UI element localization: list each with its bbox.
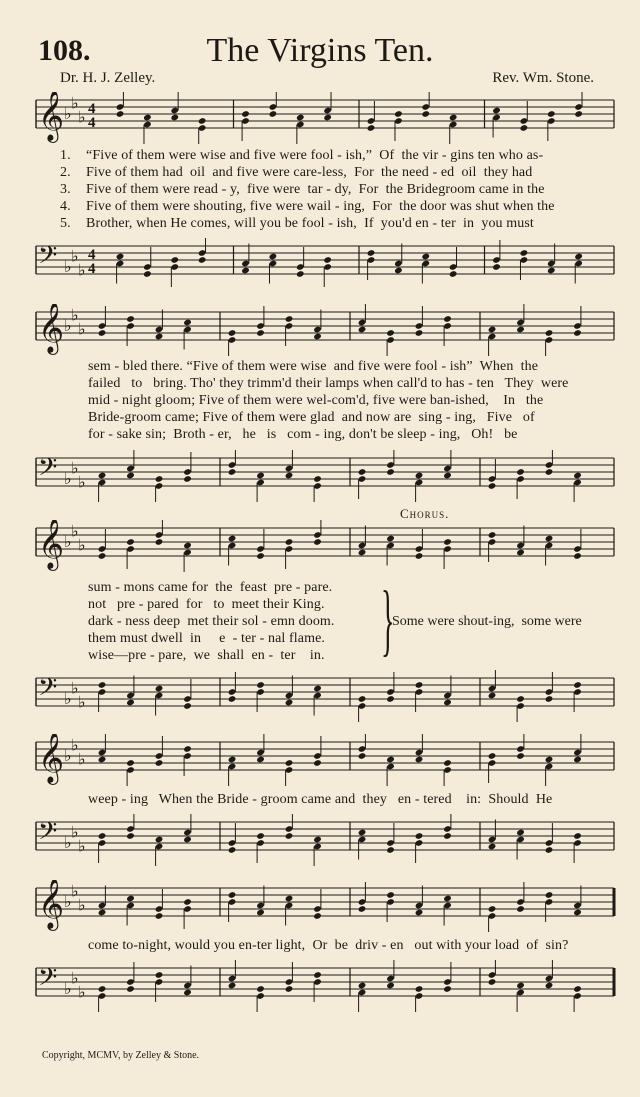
note-head (228, 846, 237, 854)
note-head (545, 891, 554, 899)
note-head (323, 256, 332, 264)
treble-staff-system-2 (32, 304, 616, 356)
note-head (256, 329, 265, 337)
note-head (443, 699, 452, 707)
note-head (386, 846, 395, 854)
verse-line: for - sake sin; Broth - er, he is com - ing, don't be sleep - ing, Oh! be (88, 427, 518, 442)
note-head (492, 107, 501, 115)
bass-staff-2 (32, 450, 616, 502)
note-head (269, 253, 278, 261)
note-head (547, 110, 556, 118)
note-head (143, 270, 152, 278)
note-head (516, 695, 525, 703)
flat-icon: ♭ (71, 305, 79, 325)
bass-clef-icon: 𝄢 (38, 963, 58, 998)
flat-icon: ♭ (71, 881, 79, 901)
chorus-label: Chorus. (400, 506, 450, 521)
note-head (386, 982, 395, 990)
note-head (313, 759, 322, 767)
note-head (98, 472, 107, 480)
note-head (443, 315, 452, 323)
note-head (285, 895, 294, 903)
bass-staff-3 (32, 670, 616, 722)
note-head (313, 836, 322, 844)
note-head (313, 912, 322, 920)
flat-icon: ♭ (71, 968, 79, 988)
note-head (488, 326, 497, 334)
note-head (520, 124, 529, 132)
time-signature-bottom: 4 (88, 115, 96, 131)
note-head (573, 909, 582, 917)
note-head (573, 681, 582, 689)
note-head (155, 759, 164, 767)
time-signature-top: 4 (88, 247, 96, 263)
verse-line: 3. Five of them were read - y, five were tar - dy, For the Bridegroom came in the (60, 182, 545, 197)
note-head (285, 472, 294, 480)
note-head (285, 699, 294, 707)
flat-icon: ♭ (71, 93, 79, 113)
treble-staff-system-1 (32, 92, 616, 144)
note-head (421, 110, 430, 118)
treble-staff-2 (32, 304, 616, 356)
note-head (116, 253, 125, 261)
note-head (155, 538, 164, 546)
flat-icon: ♭ (78, 692, 86, 712)
note-head (443, 895, 452, 903)
note-head (488, 482, 497, 490)
note-head (183, 836, 192, 844)
note-head (198, 256, 207, 264)
note-head (488, 843, 497, 851)
note-head (285, 315, 294, 323)
note-head (183, 702, 192, 710)
composer-credit: Dr. H. J. Zelley. (60, 70, 156, 86)
note-head (386, 329, 395, 337)
chorus-lyric-line-3: come to-night, would you en-ter light, Or be driv - en out with your load of sin? (88, 938, 569, 953)
note-head (573, 472, 582, 480)
note-head (98, 756, 107, 764)
time-signature-bottom: 4 (88, 261, 96, 277)
note-head (443, 759, 452, 767)
note-head (183, 745, 192, 753)
note-head (488, 752, 497, 760)
note-head (116, 110, 125, 118)
copyright-notice: Copyright, MCMV, by Zelley & Stone. (42, 1050, 200, 1061)
note-head (358, 905, 367, 913)
note-head (358, 468, 367, 476)
bass-staff-4 (32, 814, 616, 866)
note-head (285, 985, 294, 993)
bass-staff-system-4 (32, 814, 616, 866)
note-head (269, 110, 278, 118)
verse-line: them must dwell in e - ter - nal flame. (88, 631, 325, 646)
note-head (228, 535, 237, 543)
note-head (488, 692, 497, 700)
flat-icon: ♭ (71, 521, 79, 541)
note-head (126, 472, 135, 480)
flat-icon: ♭ (78, 535, 86, 555)
treble-staff-5 (32, 880, 616, 932)
note-head (183, 319, 192, 327)
note-head (415, 756, 424, 764)
note-head (358, 695, 367, 703)
bass-clef-icon: 𝄢 (38, 241, 58, 276)
treble-clef-icon: 𝄞 (38, 92, 65, 141)
note-head (367, 249, 376, 257)
flat-icon: ♭ (64, 257, 72, 276)
note-head (155, 333, 164, 341)
verse-line: 4. Five of them were shouting, five were wail - ing, For the door was shut when the (60, 199, 555, 214)
note-head (313, 971, 322, 979)
note-head (415, 909, 424, 917)
bass-staff-system-5 (32, 960, 616, 1012)
note-head (547, 267, 556, 275)
note-head (488, 978, 497, 986)
note-head (358, 829, 367, 837)
flat-icon: ♭ (64, 469, 72, 488)
note-head (386, 468, 395, 476)
treble-staff-1 (32, 92, 616, 144)
note-head (516, 982, 525, 990)
note-head (98, 552, 107, 560)
note-head (516, 752, 525, 760)
note-head (126, 699, 135, 707)
note-head (296, 270, 305, 278)
verse-line: sum - mons came for the feast pre - pare. (88, 580, 333, 595)
note-head (313, 685, 322, 693)
note-head (492, 263, 501, 271)
flat-icon: ♭ (78, 836, 86, 856)
treble-clef-icon: 𝄞 (38, 520, 65, 569)
note-head (421, 253, 430, 261)
note-head (358, 549, 367, 557)
flat-icon: ♭ (78, 107, 86, 127)
verse-brace: } (381, 576, 395, 664)
note-head (183, 542, 192, 550)
verse-line: wise—pre - pare, we shall en - ter in. (88, 648, 325, 663)
verse-line: 5. Brother, when He comes, will you be fool - ish, If you'd en - ter in you must (60, 216, 534, 231)
note-head (183, 898, 192, 906)
note-head (183, 989, 192, 997)
treble-clef-icon: 𝄞 (38, 734, 65, 783)
note-head (545, 982, 554, 990)
note-head (545, 329, 554, 337)
verse-line: 2. Five of them had oil and five were care-less, For the need - ed oil they had (60, 165, 533, 180)
note-head (126, 759, 135, 767)
note-head (323, 114, 332, 122)
flat-icon: ♭ (64, 892, 72, 911)
verse-line: sem - bled there. “Five of them were wise and five were fool - ish” When the (88, 359, 539, 374)
note-head (520, 249, 529, 257)
chorus-lyric-line-1: Some were shout-ing, some were (392, 614, 582, 629)
note-head (296, 114, 305, 122)
note-head (443, 538, 452, 546)
note-head (358, 326, 367, 334)
bass-staff-1 (32, 238, 616, 290)
flat-icon: ♭ (71, 735, 79, 755)
flat-icon: ♭ (64, 104, 72, 123)
flat-icon: ♭ (78, 982, 86, 1002)
note-head (516, 829, 525, 837)
bass-clef-icon: 𝄢 (38, 453, 58, 488)
note-head (170, 114, 179, 122)
note-head (228, 329, 237, 337)
note-head (415, 985, 424, 993)
bass-staff-system-2 (32, 450, 616, 502)
note-head (143, 114, 152, 122)
note-head (573, 552, 582, 560)
note-head (256, 681, 265, 689)
note-head (285, 759, 294, 767)
note-head (155, 685, 164, 693)
note-head (386, 756, 395, 764)
note-head (228, 468, 237, 476)
verse-line: dark - ness deep met their sol - emn doom. (88, 614, 335, 629)
chorus-lyric-line-2: weep - ing When the Bride - groom came and they en - tered in: Should He (88, 792, 553, 807)
note-head (545, 535, 554, 543)
note-head (358, 982, 367, 990)
note-head (256, 472, 265, 480)
treble-staff-system-4 (32, 734, 616, 786)
note-head (285, 832, 294, 840)
note-head (198, 117, 207, 125)
note-head (573, 329, 582, 337)
note-head (228, 891, 237, 899)
note-head (256, 909, 265, 917)
note-head (574, 110, 583, 118)
flat-icon: ♭ (64, 746, 72, 765)
note-head (183, 475, 192, 483)
flat-icon: ♭ (78, 472, 86, 492)
flat-icon: ♭ (64, 316, 72, 335)
note-head (516, 905, 525, 913)
flat-icon: ♭ (78, 895, 86, 915)
note-head (516, 468, 525, 476)
note-head (449, 114, 458, 122)
bass-clef-icon: 𝄢 (38, 817, 58, 852)
note-head (516, 326, 525, 334)
note-head (574, 253, 583, 261)
note-head (488, 531, 497, 539)
note-head (386, 695, 395, 703)
flat-icon: ♭ (78, 749, 86, 769)
flat-icon: ♭ (64, 689, 72, 708)
note-head (545, 468, 554, 476)
flat-icon: ♭ (64, 833, 72, 852)
note-head (443, 832, 452, 840)
note-head (415, 832, 424, 840)
bass-staff-5 (32, 960, 616, 1012)
note-head (415, 472, 424, 480)
note-head (443, 985, 452, 993)
note-head (126, 315, 135, 323)
note-head (313, 333, 322, 341)
note-head (256, 552, 265, 560)
flat-icon: ♭ (71, 678, 79, 698)
note-head (394, 267, 403, 275)
note-head (228, 982, 237, 990)
note-head (126, 538, 135, 546)
note-head (573, 756, 582, 764)
note-head (155, 836, 164, 844)
bass-clef-icon: 𝄢 (38, 673, 58, 708)
note-head (516, 549, 525, 557)
note-head (285, 538, 294, 546)
bass-staff-system-3 (32, 670, 616, 722)
verse-line: 1. “Five of them were wise and five were fool - ish,” Of the vir - gins ten who as- (60, 148, 544, 163)
note-head (256, 832, 265, 840)
bass-staff-system-1 (32, 238, 616, 290)
note-head (573, 832, 582, 840)
note-head (545, 846, 554, 854)
note-head (98, 832, 107, 840)
treble-staff-system-5 (32, 880, 616, 932)
flat-icon: ♭ (78, 260, 86, 280)
note-head (126, 895, 135, 903)
treble-staff-4 (32, 734, 616, 786)
note-head (488, 905, 497, 913)
note-head (358, 752, 367, 760)
note-head (98, 681, 107, 689)
verse-line: failed to bring. Tho' they trimm'd their lamps when call'd to has - ten They were (88, 376, 569, 391)
treble-clef-icon: 𝄞 (38, 880, 65, 929)
note-head (313, 538, 322, 546)
note-head (415, 552, 424, 560)
note-head (449, 270, 458, 278)
author-credit: Rev. Wm. Stone. (492, 70, 594, 86)
note-head (98, 329, 107, 337)
note-head (367, 124, 376, 132)
note-head (386, 535, 395, 543)
time-signature-top: 4 (88, 101, 96, 117)
note-head (155, 971, 164, 979)
note-head (394, 110, 403, 118)
flat-icon: ♭ (71, 822, 79, 842)
note-head (228, 756, 237, 764)
note-head (415, 329, 424, 337)
hymn-number: 108. (38, 34, 91, 67)
flat-icon: ♭ (64, 532, 72, 551)
verse-line: Bride-groom came; Five of them were glad and now are sing - ing, Five of (88, 410, 535, 425)
note-head (241, 267, 250, 275)
note-head (241, 110, 250, 118)
verse-line: mid - night gloom; Five of them were wel-com'd, five were ban-ished, In the (88, 393, 544, 408)
note-head (170, 256, 179, 264)
hymn-title: The Virgins Ten. (206, 32, 434, 69)
note-head (126, 985, 135, 993)
flat-icon: ♭ (71, 458, 79, 478)
treble-staff-system-3 (32, 520, 616, 572)
note-head (155, 475, 164, 483)
note-head (443, 472, 452, 480)
verse-line: not pre - pared for to meet their King. (88, 597, 325, 612)
treble-clef-icon: 𝄞 (38, 304, 65, 353)
note-head (415, 681, 424, 689)
note-head (155, 912, 164, 920)
note-head (98, 985, 107, 993)
flat-icon: ♭ (71, 246, 79, 266)
note-head (545, 756, 554, 764)
flat-icon: ♭ (78, 319, 86, 339)
note-head (313, 475, 322, 483)
note-head (545, 695, 554, 703)
note-head (573, 985, 582, 993)
note-head (98, 909, 107, 917)
note-head (228, 695, 237, 703)
note-head (256, 756, 265, 764)
note-head (256, 985, 265, 993)
note-head (386, 891, 395, 899)
flat-icon: ♭ (64, 979, 72, 998)
treble-staff-3 (32, 520, 616, 572)
note-head (126, 832, 135, 840)
